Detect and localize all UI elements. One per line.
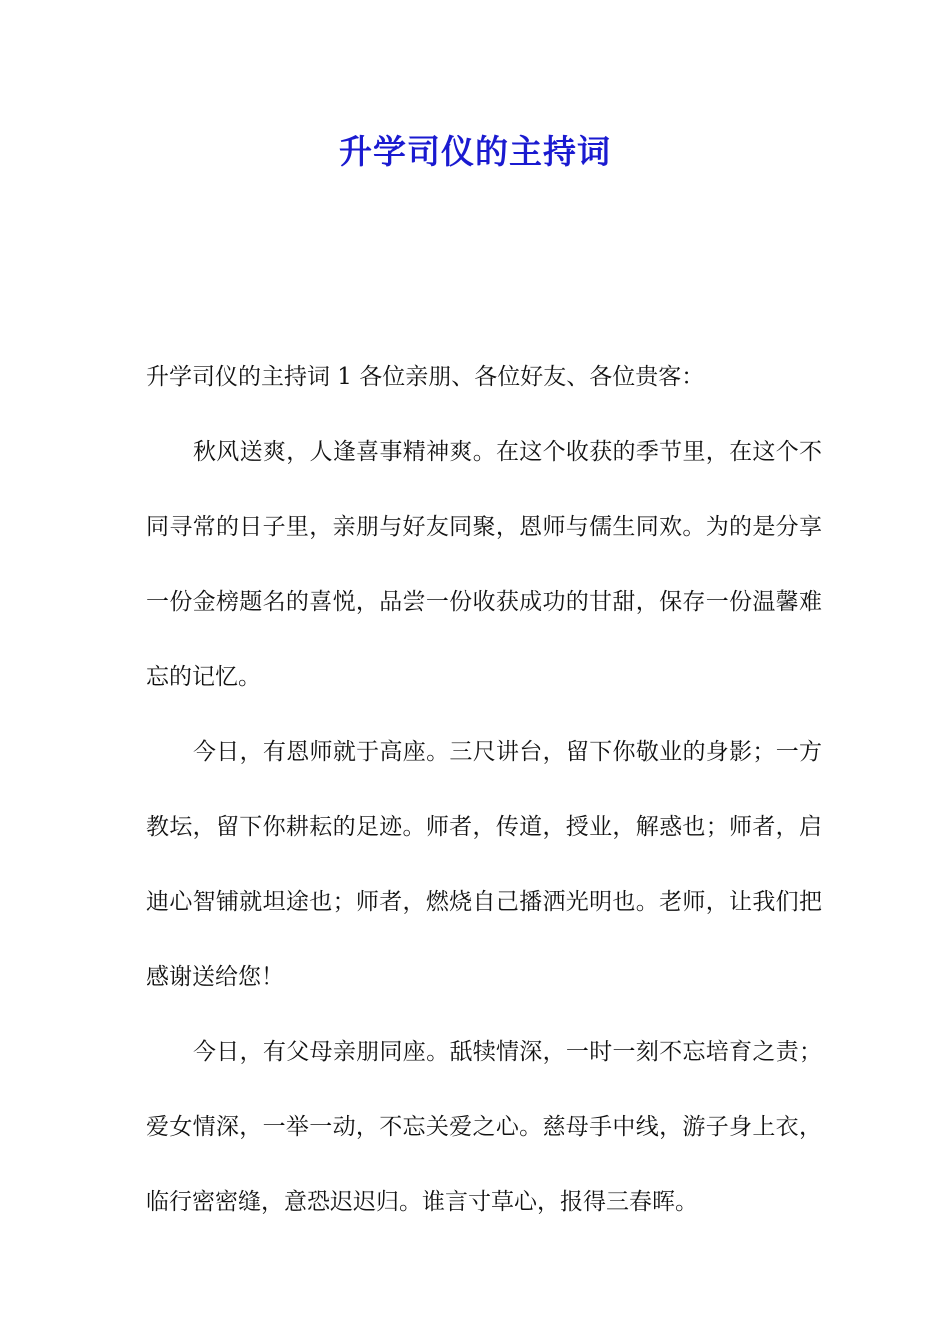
document-body	[146, 340, 822, 1240]
paragraph-teachers: 今日，有恩师就于高座。三尺讲台，留下你敬业的身影；一方教坛，留下你耕耘的足迹。师者，传道，授业，解惑也；师者，启迪心智铺就坦途也；师者，燃烧自己播洒光明也。老师，让我们把感谢送给您！	[146, 739, 822, 990]
paragraph-autumn: 秋风送爽，人逢喜事精神爽。在这个收获的季节里，在这个不同寻常的日子里，亲朋与好友同聚，恩师与儒生同欢。为的是分享一份金榜题名的喜悦，品尝一份收获成功的甘甜，保存一份温馨难忘的记忆。	[146, 439, 822, 690]
paragraph-greeting: 升学司仪的主持词 1 各位亲朋、各位好友、各位贵客：	[146, 364, 705, 390]
paragraph-parents: 今日，有父母亲朋同座。舐犊情深，一时一刻不忘培育之责；爱女情深，一举一动，不忘关爱之心。慈母手中线，游子身上衣，临行密密缝，意恐迟迟归。谁言寸草心，报得三春晖。	[146, 1039, 822, 1215]
document-title: 升学司仪的主持词	[339, 132, 611, 171]
